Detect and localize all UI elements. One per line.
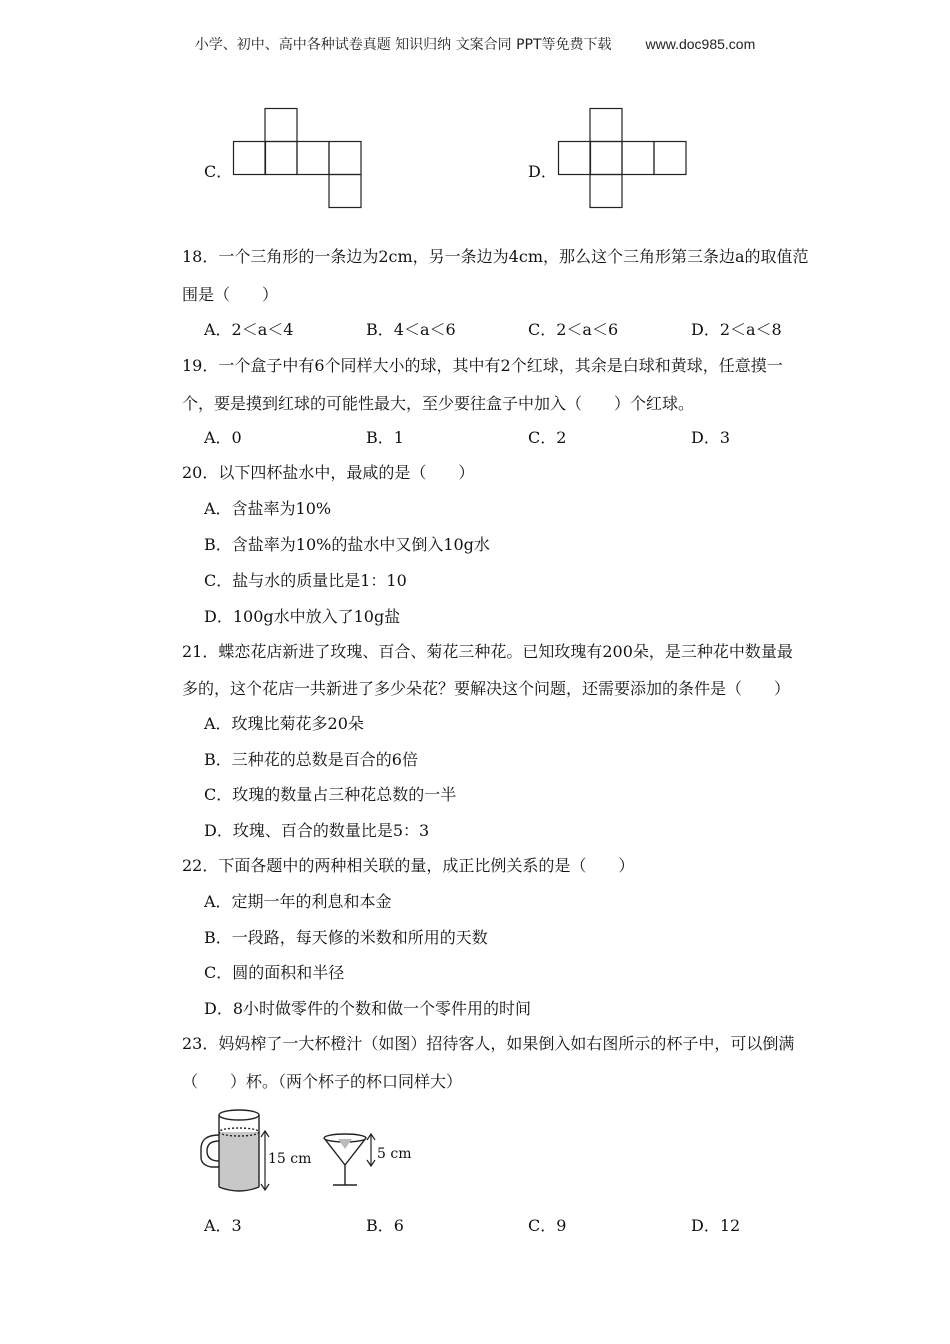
q19-option-b[interactable]: B．1 bbox=[366, 428, 404, 447]
q17-option-c-label: C． bbox=[204, 162, 233, 181]
q19-stem-line1: 19．一个盒子中有6个同样大小的球，其中有2个红球，其余是白球和黄球，任意摸一 bbox=[182, 356, 783, 375]
q20-option-b[interactable]: B．含盐率为10%的盐水中又倒入10g水 bbox=[204, 535, 490, 554]
q19-option-d[interactable]: D．3 bbox=[691, 428, 731, 447]
q18-stem-line2: 围是（ ） bbox=[182, 285, 279, 304]
q18-stem-line1: 18．一个三角形的一条边为2cm，另一条边为4cm，那么这个三角形第三条边a的取值范 bbox=[182, 247, 809, 266]
q23-figure bbox=[195, 1105, 425, 1200]
q19-stem-line2: 个，要是摸到红球的可能性最大，至少要往盒子中加入（ ）个红球。 bbox=[182, 394, 695, 413]
q21-option-d[interactable]: D．玫瑰、百合的数量比是5：3 bbox=[204, 821, 430, 840]
q23-option-b[interactable]: B．6 bbox=[366, 1216, 404, 1235]
q21-stem-line1: 21．蝶恋花店新进了玫瑰、百合、菊花三种花。已知玫瑰有200朵，是三种花中数量最 bbox=[182, 642, 793, 661]
q22-option-c[interactable]: C．圆的面积和半径 bbox=[204, 963, 345, 982]
q17-option-d-label: D． bbox=[528, 162, 557, 181]
q19-option-c[interactable]: C．2 bbox=[528, 428, 567, 447]
q23-option-a[interactable]: A．3 bbox=[204, 1216, 242, 1235]
page-header bbox=[0, 34, 950, 54]
q20-stem-line1: 20．以下四杯盐水中，最咸的是（ ） bbox=[182, 463, 475, 482]
q18-option-a[interactable]: A．2＜a＜4 bbox=[204, 320, 294, 339]
header-text: 小学、初中、高中各种试卷真题 知识归纳 文案合同 PPT等免费下载 bbox=[194, 37, 612, 53]
q21-option-b[interactable]: B．三种花的总数是百合的6倍 bbox=[204, 750, 418, 769]
q18-option-c[interactable]: C．2＜a＜6 bbox=[528, 320, 619, 339]
q21-option-a[interactable]: A．玫瑰比菊花多20朵 bbox=[204, 714, 364, 733]
q17-net-c bbox=[233, 108, 363, 208]
q23-option-c[interactable]: C．9 bbox=[528, 1216, 567, 1235]
q23-stem-line1: 23．妈妈榨了一大杯橙汁（如图）招待客人，如果倒入如右图所示的杯子中，可以倒满 bbox=[182, 1034, 795, 1053]
q19-option-a[interactable]: A．0 bbox=[204, 428, 242, 447]
q21-option-c[interactable]: C．玫瑰的数量占三种花总数的一半 bbox=[204, 785, 457, 804]
q23-option-d[interactable]: D．12 bbox=[691, 1216, 741, 1235]
q18-option-b[interactable]: B．4＜a＜6 bbox=[366, 320, 456, 339]
q22-option-d[interactable]: D．8小时做零件的个数和做一个零件用的时间 bbox=[204, 999, 532, 1018]
q22-stem-line1: 22．下面各题中的两种相关联的量，成正比例关系的是（ ） bbox=[182, 856, 635, 875]
q18-option-d[interactable]: D．2＜a＜8 bbox=[691, 320, 782, 339]
q20-option-a[interactable]: A．含盐率为10% bbox=[204, 499, 332, 518]
q17-net-d bbox=[558, 108, 688, 208]
q21-stem-line2: 多的，这个花店一共新进了多少朵花？要解决这个问题，还需要添加的条件是（ ） bbox=[182, 679, 791, 698]
q23-cylinder-height-label: 15 cm bbox=[268, 1151, 312, 1167]
q22-option-b[interactable]: B．一段路，每天修的米数和所用的天数 bbox=[204, 928, 488, 947]
cone-glass-icon bbox=[324, 1134, 375, 1185]
cylinder-cup-icon bbox=[201, 1110, 269, 1191]
q23-cone-height-label: 5 cm bbox=[377, 1146, 412, 1162]
q20-option-d[interactable]: D．100g水中放入了10g盐 bbox=[204, 607, 401, 626]
header-site: www.doc985.com bbox=[645, 36, 756, 52]
q20-option-c[interactable]: C．盐与水的质量比是1：10 bbox=[204, 571, 407, 590]
q23-stem-line2: （ ）杯。（两个杯子的杯口同样大） bbox=[182, 1072, 463, 1091]
q22-option-a[interactable]: A．定期一年的利息和本金 bbox=[204, 892, 392, 911]
